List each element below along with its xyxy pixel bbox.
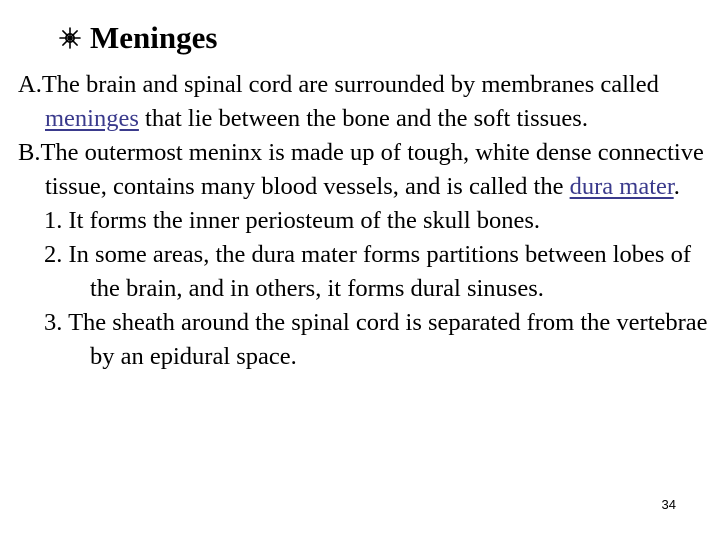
sub-marker: 3. (44, 309, 63, 336)
sub-item-2 (18, 238, 708, 306)
page-number: 34 (661, 497, 676, 512)
sub-item-text: In some areas, the dura mater forms partitions between lobes of the brain, and in others, it forms dural sinuses. (68, 241, 692, 302)
list-item-b (18, 136, 708, 204)
item-text: The outermost meninx is made up of tough, white dense connective tissue, contains many blood vessels, and is called the (40, 139, 704, 200)
title-row (58, 16, 217, 60)
sub-item-text: The sheath around the spinal cord is separated from the vertebrae by an epidural space. (68, 309, 708, 370)
sub-item-3 (18, 306, 708, 374)
slide-body (18, 68, 708, 374)
list-marker: A. (18, 71, 42, 98)
sub-marker: 1. (44, 207, 63, 234)
term-dura-mater-link[interactable]: dura mater (569, 173, 674, 200)
list-item-a (18, 68, 708, 136)
page-title: Meninges (90, 20, 218, 55)
snowflake-asterisk-icon (58, 26, 82, 50)
sub-item-1 (18, 204, 708, 238)
list-marker: B. (18, 139, 41, 166)
sub-item-text: It forms the inner periosteum of the skull bones. (68, 207, 541, 234)
term-meninges-link[interactable]: meninges (45, 105, 139, 132)
item-text: The brain and spinal cord are surrounded by membranes called (41, 71, 659, 98)
sub-marker: 2. (44, 241, 63, 268)
item-text: that lie between the bone and the soft tissues. (138, 105, 588, 132)
item-text: . (673, 173, 680, 200)
